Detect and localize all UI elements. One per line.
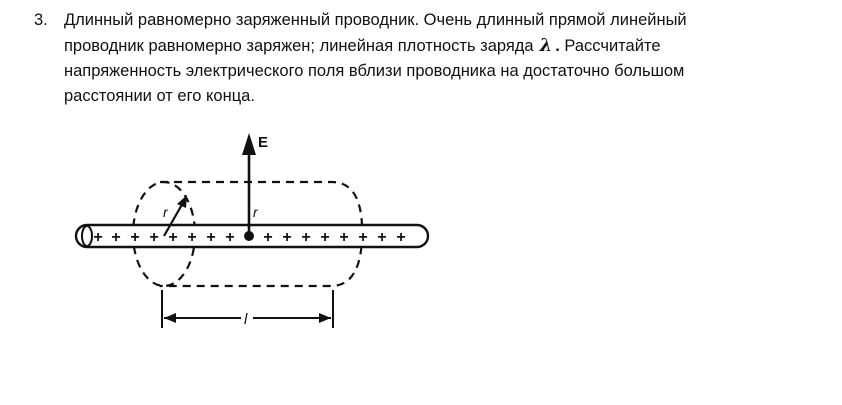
- charge-plus-sign: +: [301, 229, 311, 246]
- charge-plus-sign: +: [263, 229, 273, 246]
- radius-label-center: r: [253, 204, 258, 220]
- field-vector-arrowhead: [242, 133, 256, 155]
- problem-line-2: [64, 33, 784, 59]
- problem-number: 3.: [34, 11, 48, 29]
- charge-plus-sign: +: [168, 229, 178, 246]
- charge-plus-sign: +: [111, 229, 121, 246]
- charge-plus-sign: +: [149, 229, 159, 246]
- problem-line-1: Длинный равномерно заряженный проводник. Очень длинный прямой линейный: [64, 11, 687, 29]
- charge-plus-sign: +: [358, 229, 368, 246]
- problem-statement: [34, 8, 814, 109]
- gauss-cylinder-figure: [60, 125, 450, 335]
- problem-line-2-start: проводник равномерно заряжен; линейная плотность заряда: [64, 37, 534, 55]
- length-arrowhead-left: [164, 313, 176, 323]
- problem-line-2-end: Рассчитайте: [564, 37, 661, 55]
- radius-label-left: r: [163, 204, 168, 220]
- field-label: E: [258, 134, 269, 151]
- problem-text: [64, 8, 784, 109]
- figure-svg: [60, 125, 450, 335]
- problem-line-3: напряженность электрического поля вблизи проводника на достаточно большом: [64, 62, 685, 80]
- charge-plus-sign: +: [377, 229, 387, 246]
- length-label: l: [244, 311, 248, 328]
- lambda-symbol: λ: [539, 35, 553, 56]
- charge-plus-sign: +: [225, 229, 235, 246]
- charge-plus-sign: +: [187, 229, 197, 246]
- charge-plus-sign: +: [320, 229, 330, 246]
- charge-plus-sign: +: [130, 229, 140, 246]
- lambda-period: .: [555, 37, 560, 55]
- problem-line-4: расстоянии от его конца.: [64, 87, 255, 105]
- charge-plus-sign: +: [282, 229, 292, 246]
- end-cap-radius-arrowhead: [177, 195, 187, 208]
- charge-plus-sign: +: [93, 229, 103, 246]
- length-arrowhead-right: [319, 313, 331, 323]
- charge-plus-sign: +: [339, 229, 349, 246]
- charge-plus-sign: +: [206, 229, 216, 246]
- charge-plus-sign: +: [396, 229, 406, 246]
